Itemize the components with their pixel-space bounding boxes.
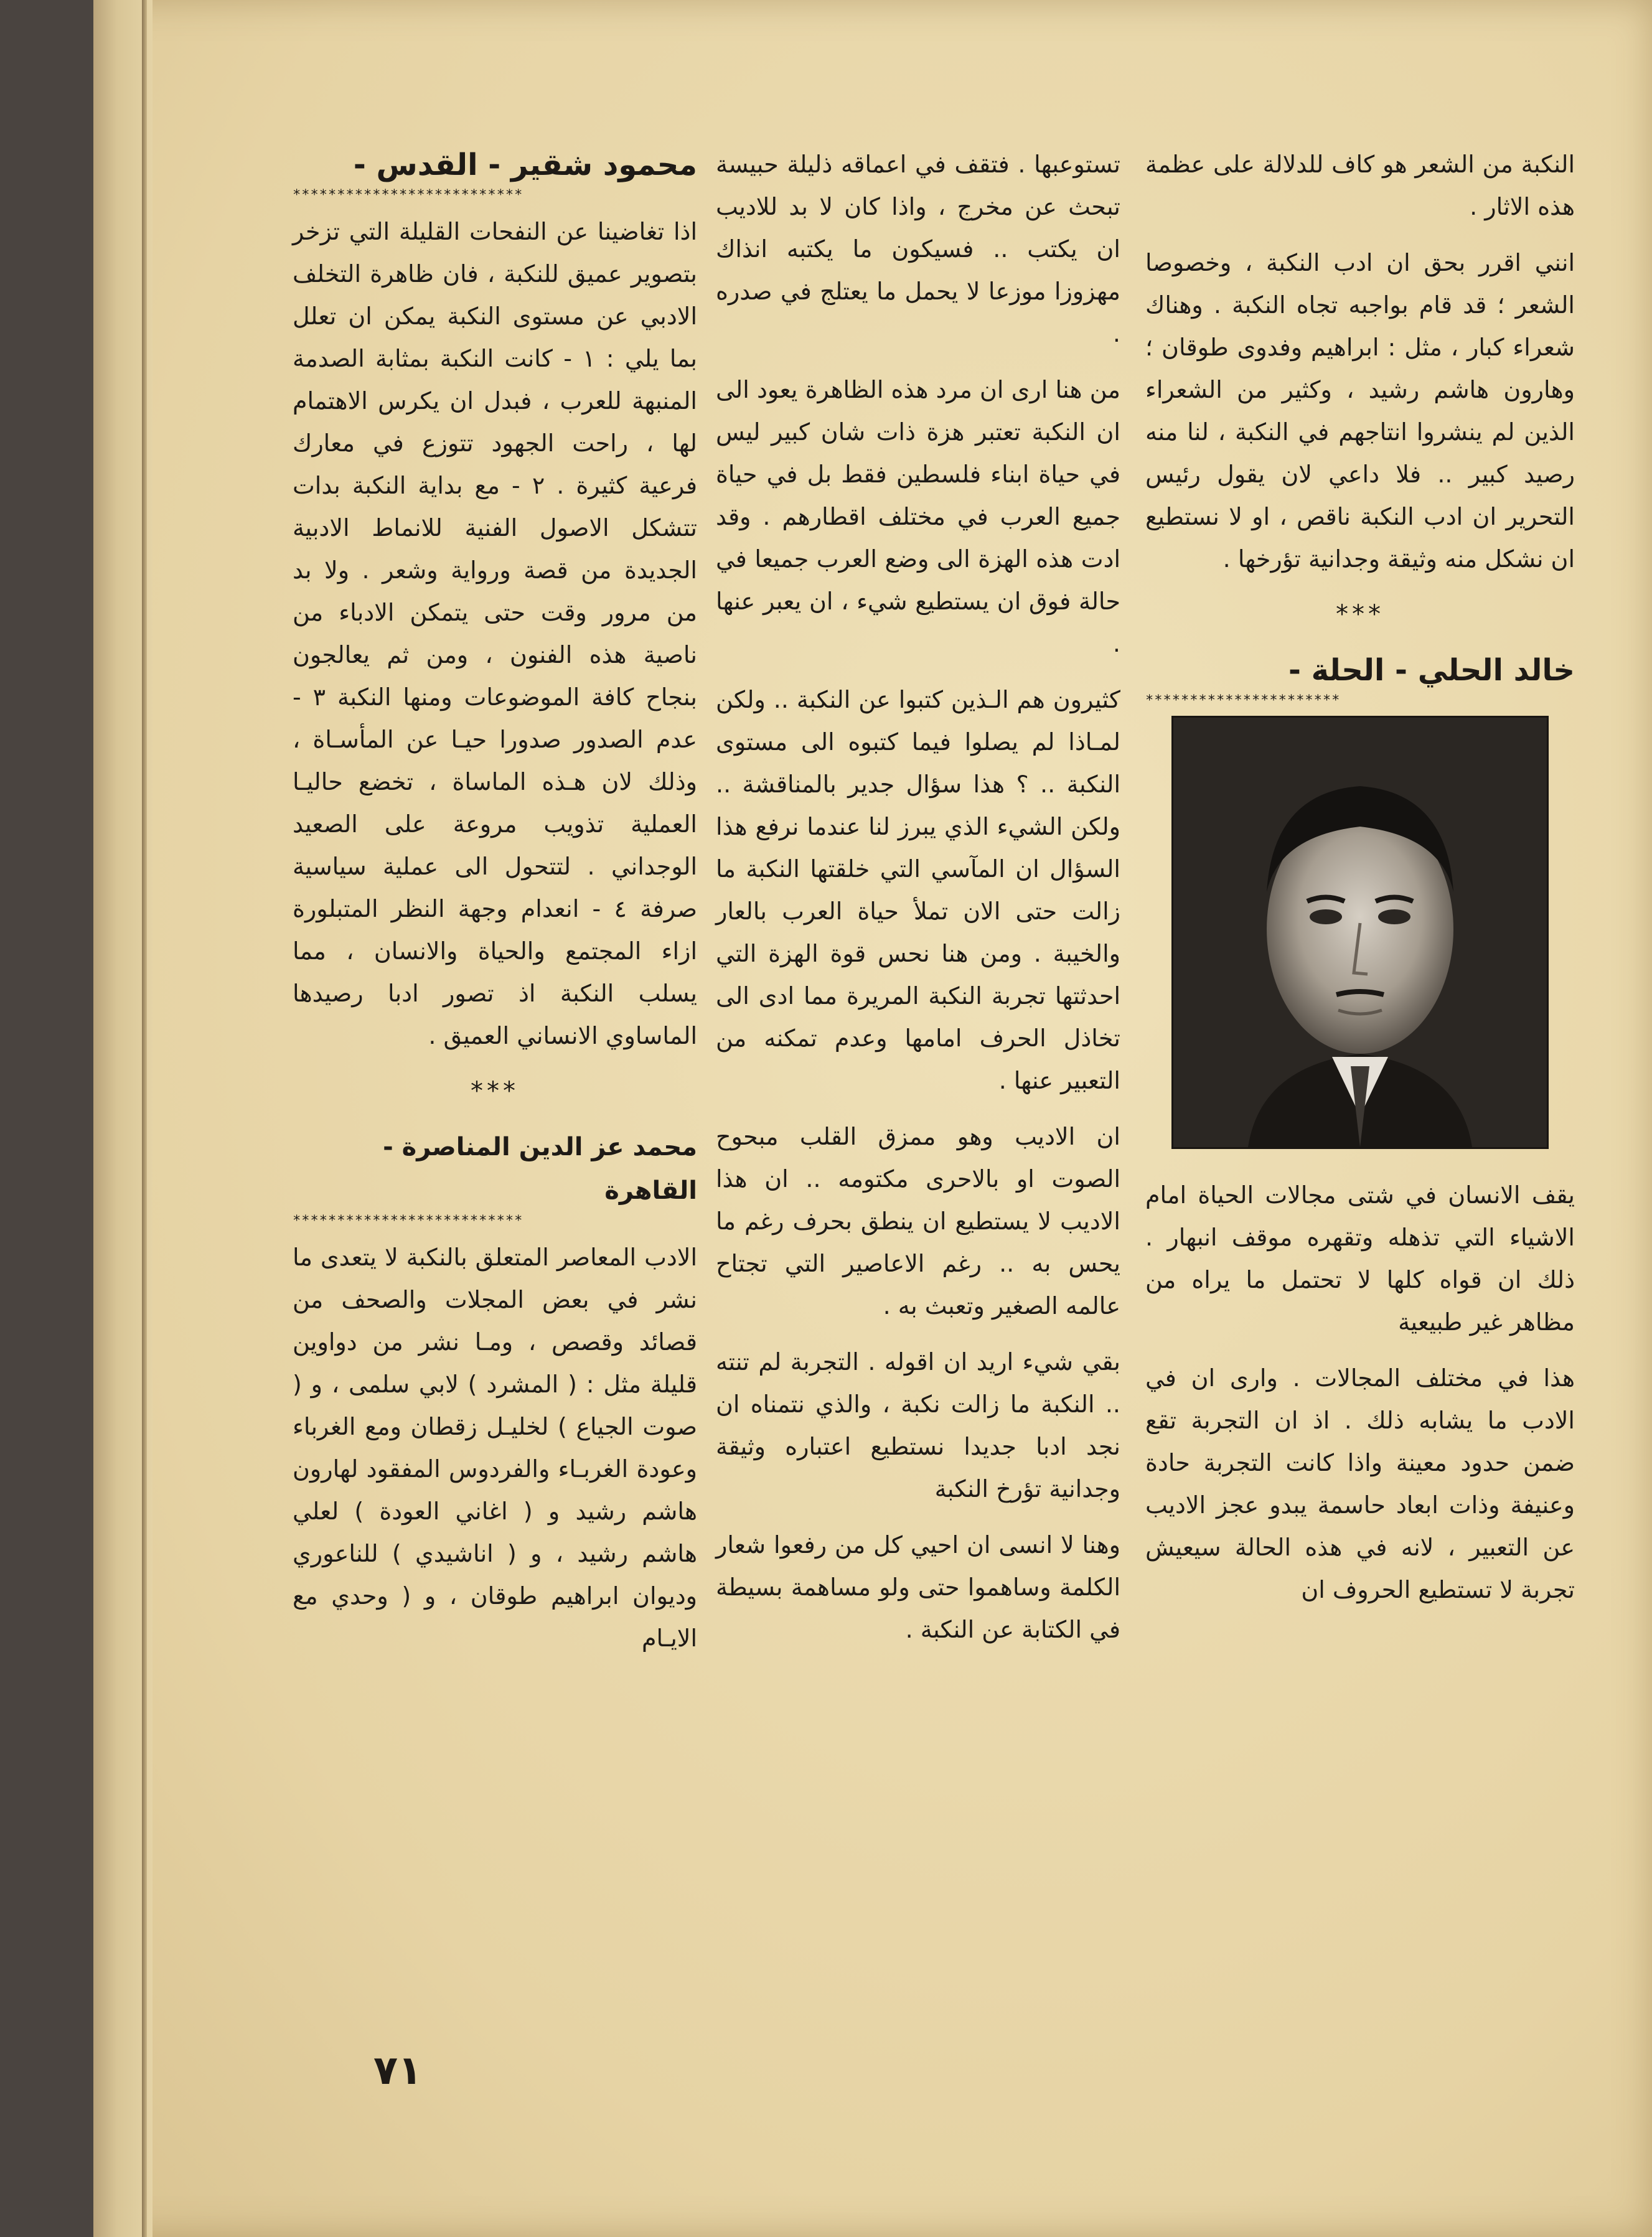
paragraph: اذا تغاضينا عن النفحات القليلة التي تزخر بتصوير عميق للنكبة ، فان ظاهرة التخلف الادبي عن مستوى النكبة يمكن ان تعلل بما يلي : ١ - كانت النكبة بمثابة الصدمة المنبهة للعرب ، فبدل ان يكرس الاهتمام لها ، راحت الجهود تتوزع في معارك فرعية كثيرة . ٢ - مع بداية النكبة بدات تتشكل الاصول الفنية للانماط الادبية الجديدة من قصة ورواية وشعر . ولا بد من مرور وقت حتى يتمكن الادباء من ناصية هذه الفنون ، ومن ثم يعالجون بنجاح كافة الموضوعات ومنها النكبة ٣ - عدم الصدور صدورا حيـا عن المأسـاة ، وذلك لان هـذه الماساة ، تخضع حاليـا العملية تذويب مروعة على الصعيد الوجداني . لتتحول الى عملية سياسية صرفة ٤ - انعدام وجهة النظر المتبلورة ازاء المجتمع والحياة والانسان ، مما يسلب النكبة اذ تصور ادبا رصيدها الماساوي الانساني العميق . [293, 218, 697, 1049]
paragraph: الادب المعاصر المتعلق بالنكبة لا يتعدى ما نشر في بعض المجلات والصحف من قصائد وقصص ، ومـا نشر من دواوين قليلة مثل : ( المشرد ) لابي سلمى ، و ( صوت الجياع ) لخليـل زقطان ومع الغرباء وعودة الغربـاء والفردوس المفقود لهارون هاشم رشيد و ( اغاني العودة ) لعلي هاشم رشيد ، و ( اناشيدي ) للناعوري وديوان ابراهيم طوقان ، و ( وحدي مع الايـام [293, 1244, 697, 1652]
star-rule: ************************** [293, 187, 523, 203]
portrait-image [1173, 718, 1547, 1147]
author-heading: محمود شقير - القدس - [353, 148, 697, 182]
paragraph: يقف الانسان في شتى مجالات الحياة امام الاشياء التي تذهله وتقهره موقف انبهار . ذلك ان قواه كلها لا تحتمل ما يراه من مظاهر غير طبيعية [1145, 1181, 1575, 1336]
author-portrait-photo [1171, 716, 1549, 1149]
section-separator: *** [471, 1077, 519, 1105]
star-rule: ********************** [1145, 693, 1341, 708]
paragraph: من هنا ارى ان مرد هذه الظاهرة يعود الى ان النكبة تعتبر هزة ذات شان كبير ليس في حياة ابناء فلسطين فقط بل في حياة جميع العرب في مختلف اقطارهم . وقد ادت هذه الهزة الى وضع العرب جميعا في حالة فوق ان يستطيع شيء ، ان يعبر عنها . [716, 376, 1120, 657]
paragraph: انني اقرر بحق ان ادب النكبة ، وخصوصا الشعر ؛ قد قام بواجبه تجاه النكبة . وهناك شعراء كبار ، مثل : ابراهيم وفدوى طوقان ؛ وهارون هاشم رشيد ، وكثير من الشعراء الذين لم ينشروا انتاجهم في النكبة ، لنا منه رصيد كبير .. فلا داعي لان يقول رئيس التحرير ان ادب النكبة ناقص ، او لا نستطيع ان نشكل منه وثيقة وجدانية تؤرخها . [1145, 249, 1575, 573]
section-separator: *** [1336, 600, 1384, 629]
paragraph: وهنا لا انسى ان احيي كل من رفعوا شعار الكلمة وساهموا حتى ولو مساهمة بسيطة في الكتابة عن النكبة . [716, 1531, 1120, 1643]
star-rule: ************************** [293, 1213, 523, 1229]
column-right [1145, 143, 1575, 1625]
paragraph: النكبة من الشعر هو كاف للدلالة على عظمة هذه الاثار . [1145, 151, 1575, 220]
page-number: ٧١ [373, 2048, 423, 2094]
column-left [293, 143, 697, 1673]
author-heading: خالد الحلي - الحلة - [1288, 653, 1575, 688]
paragraph: بقي شيء اريد ان اقوله . التجربة لم تنته .. النكبة ما زالت نكبة ، والذي نتمناه ان نجد ادبا جديدا نستطيع اعتباره وثيقة وجدانية تؤرخ النكبة [716, 1348, 1120, 1503]
paragraph: هذا في مختلف المجالات . وارى ان في الادب ما يشابه ذلك . اذ ان التجربة تقع ضمن حدود معينة واذا كانت التجربة حادة وعنيفة وذات ابعاد حاسمة يبدو عجز الاديب عن التعبير ، لانه في هذه الحالة سيعيش تجربة لا تستطيع الحروف ان [1145, 1364, 1575, 1603]
paragraph: كثيرون هم الـذين كتبوا عن النكبة .. ولكن لمـاذا لم يصلوا فيما كتبوه الى مستوى النكبة .. ؟ هذا سؤال جدير بالمناقشة .. ولكن الشيء الذي يبرز لنا عندما نرفع هذا السؤال ان المآسي التي خلقتها النكبة ما زالت حتى الان تملأ حياة العرب بالعار والخيبة . ومن هنا نحس قوة الهزة التي احدثتها تجربة النكبة المريرة مما ادى الى تخاذل الحرف امامها وعدم تمكنه من التعبير عنها . [716, 686, 1120, 1094]
author-heading: محمد عز الدين المناصرة - القاهرة [383, 1133, 697, 1205]
column-middle [716, 143, 1120, 1664]
binding-edge [142, 0, 147, 2237]
paragraph: تستوعبها . فتقف في اعماقه ذليلة حبيسة تبحث عن مخرج ، واذا كان لا بد للاديب ان يكتب .. فسيكون ما يكتبه انذاك مهزوزا موزعا لا يحمل ما يعتلج في صدره . [716, 151, 1120, 347]
paragraph: ان الاديب وهو ممزق القلب مبحوح الصوت او بالاحرى مكتومه .. ان هذا الاديب لا يستطيع ان ينطق بحرف رغم ما يحس به .. رغم الاعاصير التي تجتاح عالمه الصغير وتعبث به . [716, 1123, 1120, 1320]
